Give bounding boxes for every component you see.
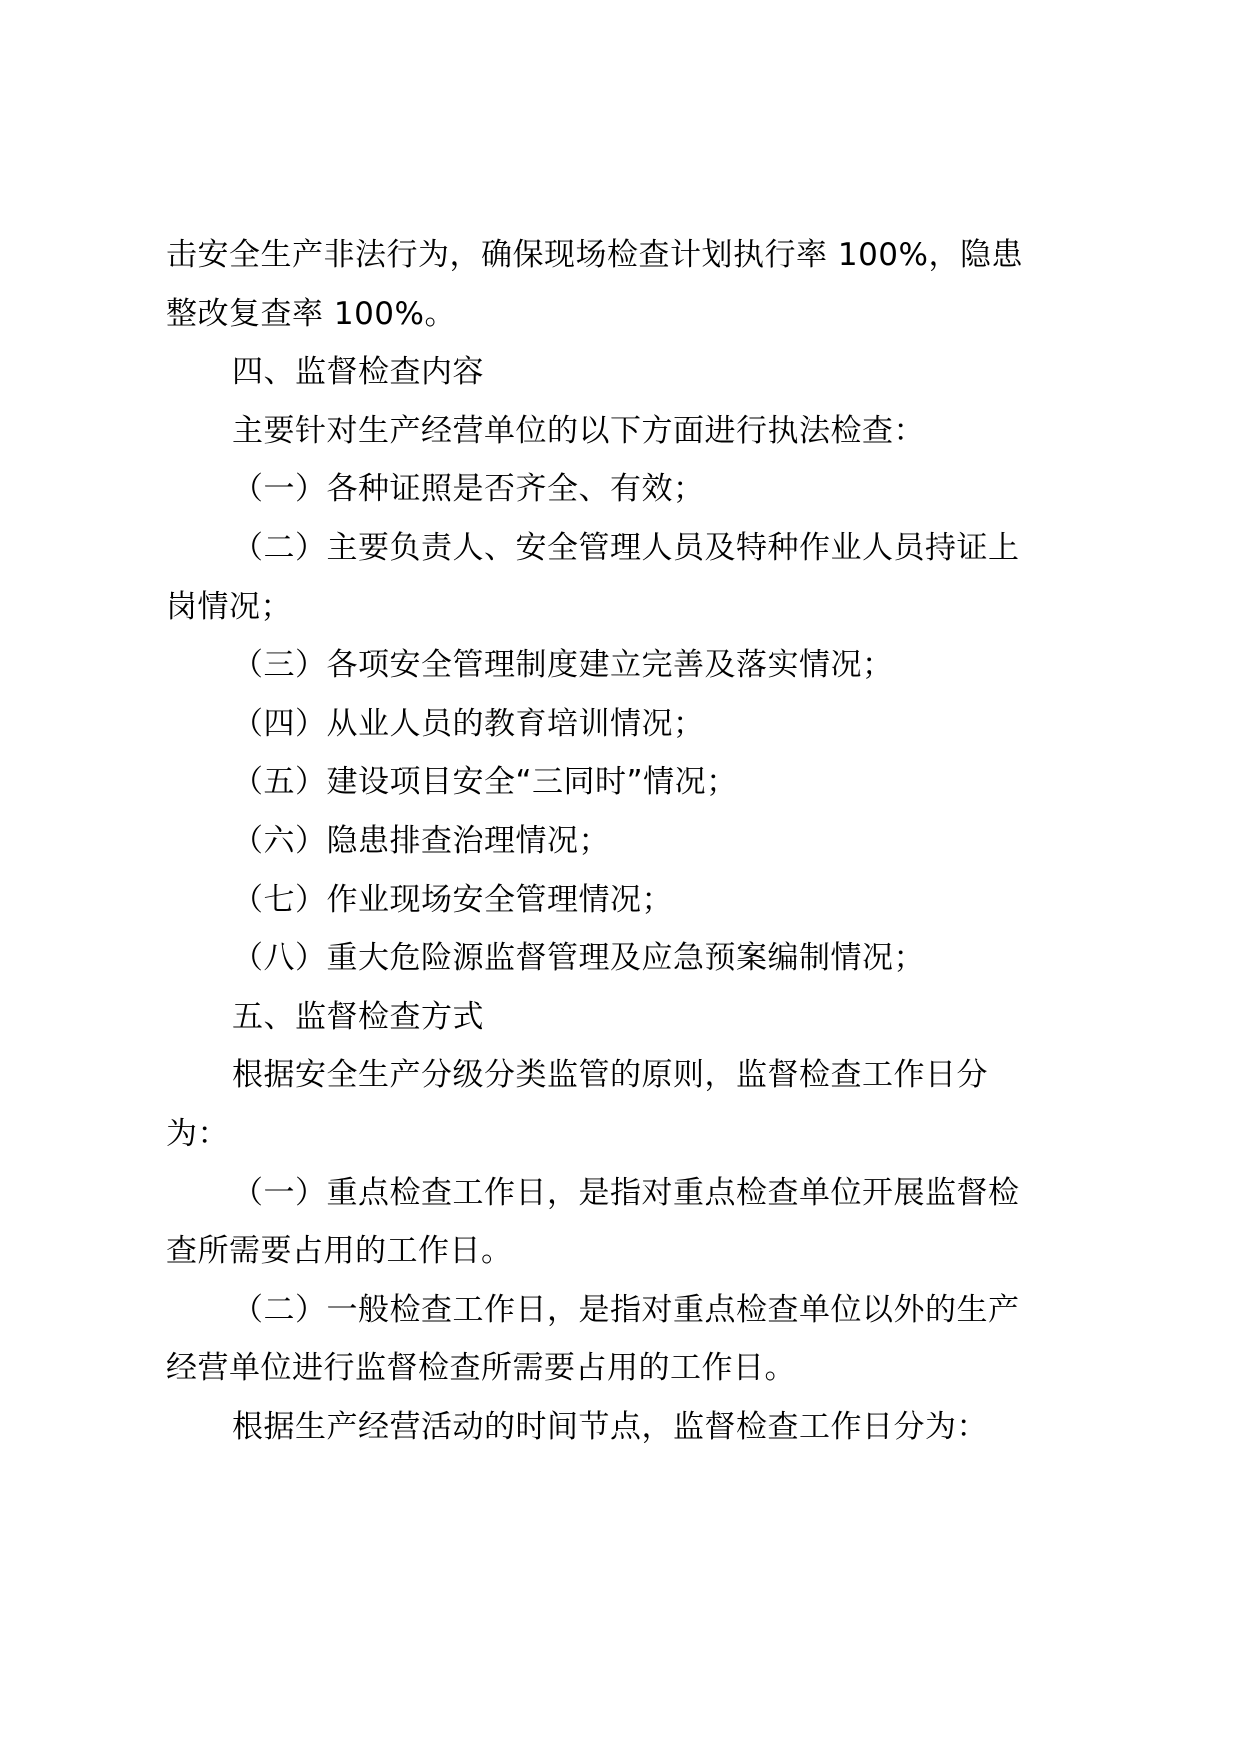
list-item: （七）作业现场安全管理情况； [232, 881, 673, 918]
paragraph-line: 为： [166, 1115, 229, 1152]
list-item: （一）各种证照是否齐全、有效； [232, 471, 705, 508]
paragraph-line: 主要针对生产经营单位的以下方面进行执法检查： [232, 412, 925, 449]
document-body [166, 226, 1086, 1456]
list-item: （六）隐患排查治理情况； [232, 822, 610, 859]
paragraph-line: 根据生产经营活动的时间节点，监督检查工作日分为： [232, 1408, 988, 1445]
list-item-continuation: 查所需要占用的工作日。 [166, 1233, 513, 1270]
list-item-continuation: 经营单位进行监督检查所需要占用的工作日。 [166, 1350, 796, 1387]
section-heading: 五、监督检查方式 [232, 998, 484, 1035]
paragraph-line: 根据安全生产分级分类监管的原则，监督检查工作日分 [232, 1057, 988, 1094]
list-item: （二）主要负责人、安全管理人员及特种作业人员持证上 [232, 529, 1020, 566]
paragraph-line: 整改复查率 100%。 [166, 295, 456, 332]
list-item: （八）重大危险源监督管理及应急预案编制情况； [232, 940, 925, 977]
list-item: （二）一般检查工作日，是指对重点检查单位以外的生产 [232, 1291, 1020, 1328]
list-item: （五）建设项目安全“三同时”情况； [232, 764, 738, 801]
list-item: （一）重点检查工作日，是指对重点检查单位开展监督检 [232, 1174, 1020, 1211]
paragraph-line: 击安全生产非法行为，确保现场检查计划执行率 100%，隐患 [166, 237, 1023, 273]
section-heading: 四、监督检查内容 [232, 354, 484, 391]
list-item: （三）各项安全管理制度建立完善及落实情况； [232, 647, 894, 684]
list-item-continuation: 岗情况； [166, 588, 292, 625]
list-item: （四）从业人员的教育培训情况； [232, 705, 705, 742]
